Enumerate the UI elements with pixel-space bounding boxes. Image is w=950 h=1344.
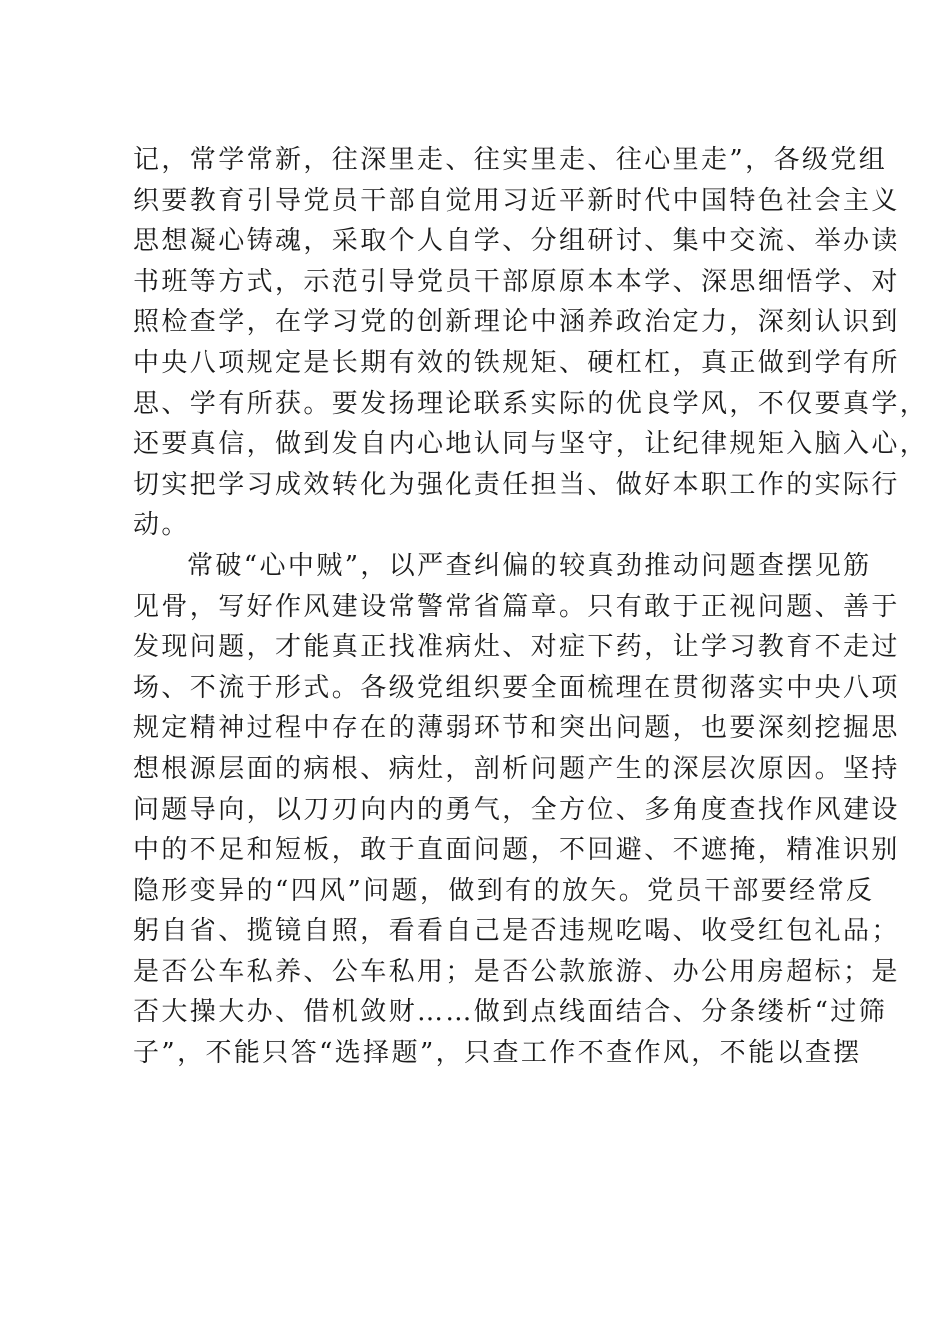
text-line: 想根源层面的病根、病灶，剖析问题产生的深层次原因。坚持 <box>133 753 900 784</box>
text-line: 思、学有所获。要发扬理论联系实际的优良学风，不仅要真学， <box>133 388 929 419</box>
text-line: 见骨，写好作风建设常警常省篇章。只有敢于正视问题、善于 <box>133 591 900 622</box>
text-line: 切实把学习成效转化为强化责任担当、做好本职工作的实际行 <box>133 469 900 500</box>
paragraph-start-line: 常破“心中贼”，以严查纠偏的较真劲推动问题查摆见筋 <box>187 550 872 581</box>
text-line: 隐形变异的“四风”问题，做到有的放矢。党员干部要经常反 <box>133 875 875 906</box>
text-line: 规定精神过程中存在的薄弱环节和突出问题，也要深刻挖掘思 <box>133 713 900 744</box>
text-line: 子”，不能只答“选择题”，只查工作不查作风，不能以查摆 <box>133 1038 862 1069</box>
text-line: 中的不足和短板，敢于直面问题，不回避、不遮掩，精准识别 <box>133 835 900 866</box>
text-line: 思想凝心铸魂，采取个人自学、分组研讨、集中交流、举办读 <box>133 226 900 257</box>
body-text <box>133 140 929 1074</box>
text-line: 书班等方式，示范引导党员干部原原本本学、深思细悟学、对 <box>133 266 900 297</box>
text-line: 否大操大办、借机敛财……做到点线面结合、分条缕析“过筛 <box>133 997 888 1028</box>
text-line: 记，常学常新，往深里走、往实里走、往心里走”，各级党组 <box>133 145 888 175</box>
text-line: 中央八项规定是长期有效的铁规矩、硬杠杠，真正做到学有所 <box>133 347 900 378</box>
text-line: 发现问题，才能真正找准病灶、对症下药，让学习教育不走过 <box>133 632 900 663</box>
text-line: 织要教育引导党员干部自觉用习近平新时代中国特色社会主义 <box>133 185 900 216</box>
text-line: 躬自省、揽镜自照，看看自己是否违规吃喝、收受红包礼品； <box>133 916 900 947</box>
text-line: 还要真信，做到发自内心地认同与坚守，让纪律规矩入脑入心， <box>133 429 929 460</box>
text-line: 照检查学，在学习党的创新理论中涵养政治定力，深刻认识到 <box>133 307 900 338</box>
text-line: 问题导向，以刀刃向内的勇气，全方位、多角度查找作风建设 <box>133 794 900 825</box>
text-line: 是否公车私养、公车私用；是否公款旅游、办公用房超标；是 <box>133 956 900 987</box>
text-line: 场、不流于形式。各级党组织要全面梳理在贯彻落实中央八项 <box>133 672 900 703</box>
text-line: 动。 <box>133 510 190 541</box>
